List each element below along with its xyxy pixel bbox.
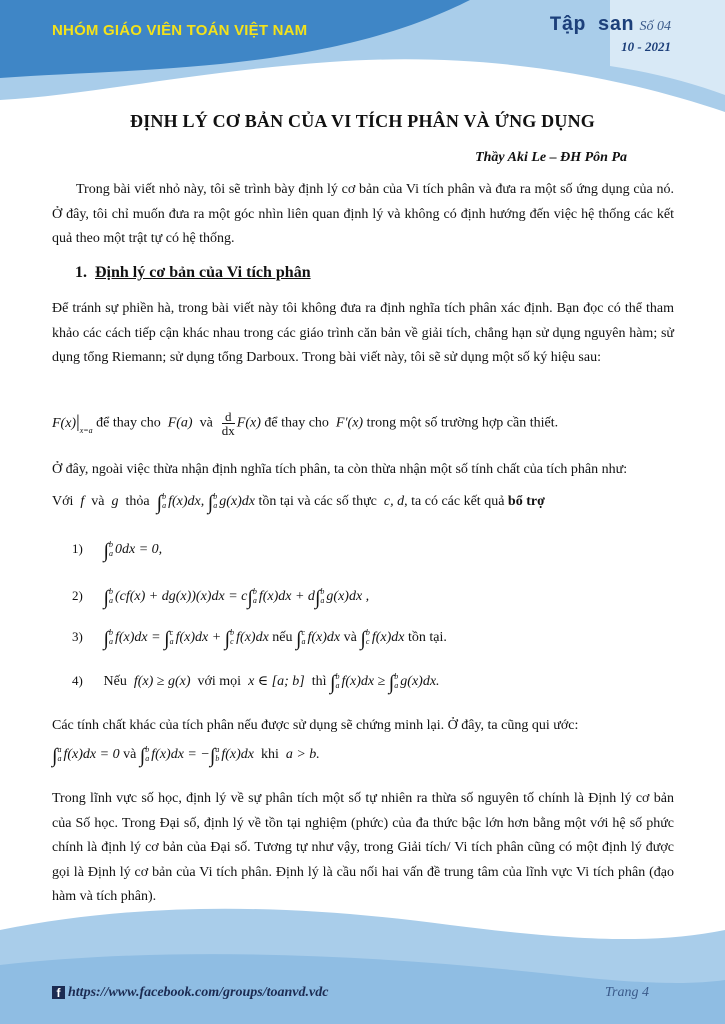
hypothesis-line: Với f và g thỏa ∫b a f(x)dx, ∫b a g(x)dx tồn tại và các số thực c, d, ta có các kết quả bổ trợ xyxy=(52,492,545,514)
lemma-text: , ta có các kết quả xyxy=(404,494,505,509)
item3-and: và xyxy=(343,630,357,645)
article-author: Thầy Aki Le – ĐH Pôn Pa xyxy=(475,150,627,165)
and-word: và xyxy=(91,494,105,509)
notation-text-1: để thay cho xyxy=(96,415,161,431)
notation-formula-Fa: F(a) xyxy=(164,415,193,431)
list-item: 3) ∫b a f(x)dx = ∫c a f(x)dx + ∫b c f(x)dx nếu ∫c a f(x)dx và ∫b c f(x)dx tồn tại. xyxy=(72,628,447,650)
formula-1: ∫b a 0dx = 0, xyxy=(103,540,163,562)
accept-paragraph: Ở đây, ngoài việc thừa nhận định nghĩa tích phân, ta còn thừa nhận một số tính chất của tích phân như: xyxy=(52,462,628,477)
item4-if: Nếu xyxy=(103,674,127,689)
item3-exist: tồn tại. xyxy=(408,630,447,645)
notation-text-2: để thay cho xyxy=(264,415,329,431)
list-item: 1) ∫b a 0dx = 0, xyxy=(72,540,163,562)
item4-forall: với mọi xyxy=(197,674,242,689)
notation-formula-eval: $F(x)|_{x=a}$ xyxy=(52,410,93,435)
item4-then: thì xyxy=(311,674,327,689)
convention-line: ∫a a f(x)dx = 0 và ∫b a f(x)dx = −∫a b f(x)dx khi a > b. xyxy=(52,745,320,767)
convention-formula-1: ∫a a f(x)dx = 0 xyxy=(52,745,120,767)
item3-if: nếu xyxy=(272,630,293,645)
notation-derivative-frac: $\frac{d}{dx}$ xyxy=(221,409,235,438)
page-number: Trang 4 xyxy=(605,985,649,1000)
formula-4: ∫b a f(x)dx ≥ ∫b a g(x)dx. xyxy=(329,672,440,694)
convention-when: khi xyxy=(260,747,279,762)
lemma-bold: bổ trợ xyxy=(507,494,545,509)
formula-3: ∫b a f(x)dx = ∫c a f(x)dx + ∫b c f(x)dx xyxy=(103,628,269,650)
section-title: Định lý cơ bản của Vi tích phân xyxy=(95,264,311,281)
facebook-icon: f xyxy=(52,986,65,999)
facebook-link-text[interactable]: https://www.facebook.com/groups/toanvd.vdc xyxy=(68,985,329,1000)
list-item: 4) Nếu f(x) ≥ g(x) với mọi x ∈ [a; b] thì ∫b a f(x)dx ≥ ∫b a g(x)dx. xyxy=(72,672,440,694)
exist-text: tồn tại và các số thực xyxy=(258,494,377,509)
notation-formula-Fprime: F′(x) xyxy=(332,415,364,431)
convention-formula-2: ∫b a f(x)dx = −∫a b f(x)dx xyxy=(139,745,254,767)
section-number: 1. xyxy=(75,264,87,281)
convention-paragraph: Các tính chất khác của tích phân nếu được sử dụng sẽ chứng minh lại. Ở đây, ta cũng qui ước: xyxy=(52,718,579,733)
notation-and: và xyxy=(199,415,213,431)
final-paragraph: Trong lĩnh vực số học, định lý về sự phân tích một số tự nhiên ra thừa số nguyên tố chính là Định lý cơ bản của Số học. Trong Đại số, định lý về tồn tại nghiệm (phức) của đa thức bậc lớn hơn bằng một với hệ số phức chính là định lý cơ bản của Đại số. Tương tự như vậy, trong Giải tích/ Vi tích phân cũng có một định lý được gọi là Định lý cơ bản của Vi tích phân. Định lý là cầu nối hai vấn đề trung tâm của lĩnh vực Vi tích phân (đạo hàm và tích phân). xyxy=(52,791,674,904)
intro-paragraph: Trong bài viết nhỏ này, tôi sẽ trình bày định lý cơ bản của Vi tích phân và đưa ra một số ứng dụng của nó. Ở đây, tôi chỉ muốn đưa ra một góc nhìn liên quan định lý và không có định hướng đến việc hệ thống các kết quả theo một trật tự có hệ thống. xyxy=(52,182,674,246)
section-heading xyxy=(75,264,311,282)
group-name: NHÓM GIÁO VIÊN TOÁN VIỆT NAM xyxy=(52,22,308,39)
facebook-link[interactable] xyxy=(52,985,328,1001)
article-title: ĐỊNH LÝ CƠ BẢN CỦA VI TÍCH PHÂN VÀ ỨNG DỤNG xyxy=(130,111,595,131)
with-word: Với xyxy=(52,494,74,509)
convention-and: và xyxy=(123,747,137,762)
magazine-name: Tập san xyxy=(549,14,634,37)
list-item: 2) ∫b a (cf(x) + dg(x))(x)dx = c∫b a f(x)dx + d∫b a g(x)dx , xyxy=(72,587,370,609)
formula-2: ∫b a (cf(x) + dg(x))(x)dx = c∫b a f(x)dx + d∫b a g(x)dx , xyxy=(103,587,370,609)
section1-paragraph: Để tránh sự phiền hà, trong bài viết này tôi không đưa ra định nghĩa tích phân xác định. Bạn đọc có thể tham khảo các cách tiếp cận khác nhau trong các giáo trình căn bản về giải tích, chẳng hạn sử dụng nguyên hàm; sử dụng tổng Riemann; sử dụng tổng Darboux. Trong bài viết này, tôi sẽ sử dụng một số ký hiệu sau: xyxy=(52,301,674,365)
notation-text-3: trong một số trường hợp cần thiết. xyxy=(366,415,559,431)
issue-date: 10 - 2021 xyxy=(621,39,671,54)
hypothesis-integrals: ∫b a f(x)dx, ∫b a g(x)dx xyxy=(156,492,256,514)
issue-number: Số 04 xyxy=(639,19,671,34)
notation-line: $F(x)|_{x=a}$ để thay cho F(a) và $\frac{d}{dx}$ F(x) để thay cho F′(x) trong một số trường hợp cần thiết. xyxy=(52,409,559,438)
satisfy-word: thỏa xyxy=(125,494,150,509)
magazine-badge xyxy=(549,14,671,55)
